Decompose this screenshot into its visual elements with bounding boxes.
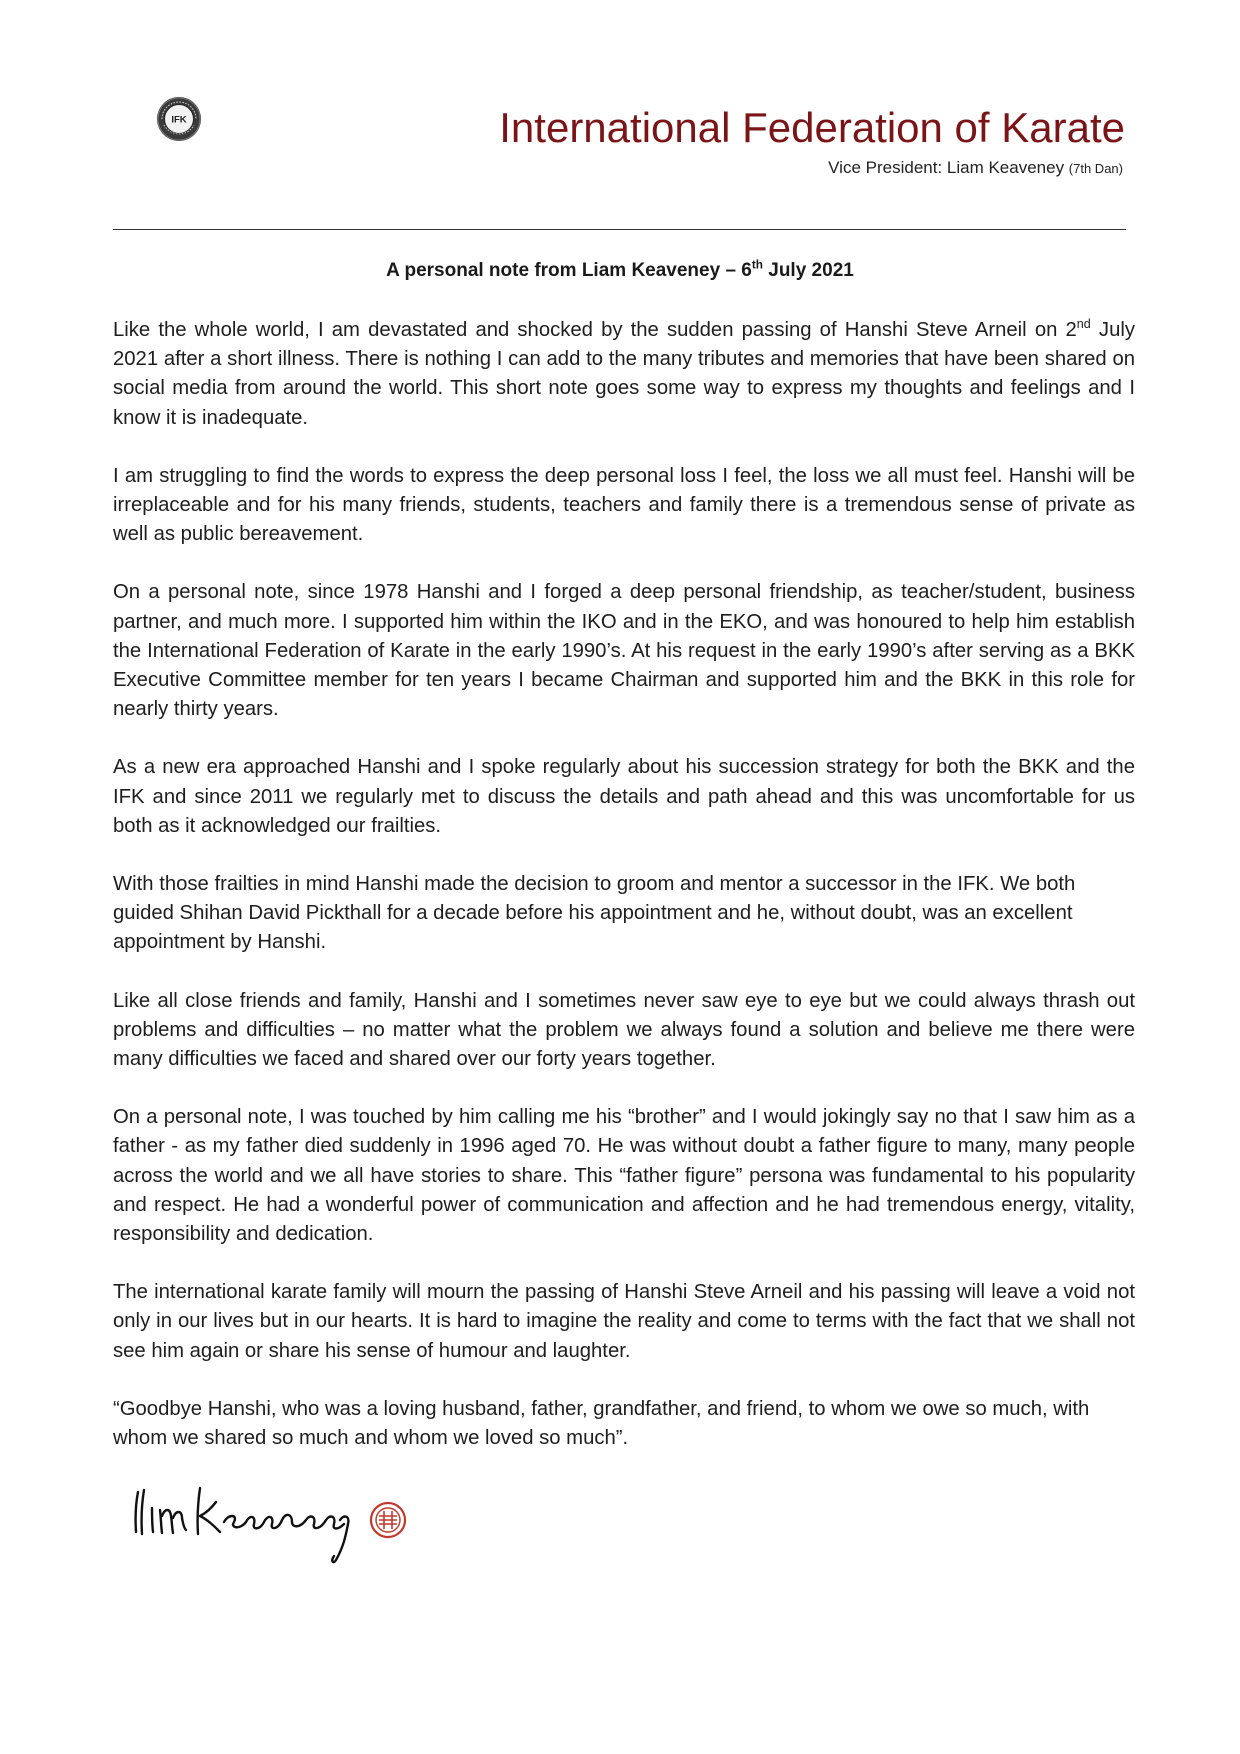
vice-president-line xyxy=(828,159,1123,176)
handwritten-signature xyxy=(130,1480,470,1570)
header-divider xyxy=(113,229,1126,230)
paragraph-9: “Goodbye Hanshi, who was a loving husband, father, grandfather, and friend, to whom we owe so much, with whom we shared so much and whom we loved so much”. xyxy=(113,1397,1090,1450)
note-title-text: A personal note from Liam Keaveney – 6 xyxy=(386,260,752,281)
paragraph-6: Like all close friends and family, Hanshi and I sometimes never saw eye to eye but we could always thrash out problems and difficulties – no matter what the problem we always found a solution and believe me there were many difficulties we faced and shared over our forty years together. xyxy=(113,989,1135,1071)
paragraph-1 xyxy=(113,316,1135,433)
paragraph-2: I am struggling to find the words to express the deep personal loss I feel, the loss we all must feel. Hanshi will be irreplaceable and for his many friends, students, teachers and family there is a tremendous sense of private as well as public bereavement. xyxy=(113,464,1135,546)
red-seal-icon xyxy=(371,1503,405,1537)
note-title xyxy=(0,260,1240,282)
paragraph-4: As a new era approached Hanshi and I spoke regularly about his succession strategy for both the BKK and the IFK and since 2011 we regularly met to discuss the details and path ahead and this was uncomfortable for us both as it acknowledged our frailties. xyxy=(113,756,1135,837)
ifk-logo-icon xyxy=(156,96,202,142)
paragraph-5: With those frailties in mind Hanshi made the decision to groom and mentor a successor in the IFK. We both guided Shihan David Pickthall for a decade before his appointment and he, without doubt, was an excellent appointment by Hanshi. xyxy=(113,873,1076,954)
note-title-ordinal: th xyxy=(751,258,763,272)
paragraph-3: On a personal note, since 1978 Hanshi and I forged a deep personal friendship, as teacher/student, business partner, and much more. I supported him within the IKO and in the EKO, and was honoured to help him establish the International Federation of Karate in the early 1990’s. At his request in the early 1990’s after serving as a BKK Executive Committee member for ten years I became Chairman and supported him and the BKK in this role for nearly thirty years. xyxy=(113,581,1135,721)
note-title-date: July 2021 xyxy=(762,260,854,281)
dan-grade: (7th Dan) xyxy=(1068,161,1123,176)
paragraph-7: On a personal note, I was touched by him calling me his “brother” and I would jokingly say no that I saw him as a father - as my father died suddenly in 1996 aged 70. He was without doubt a father figure to many, many people across the world and we all have stories to share. This “father figure” persona was fundamental to his popularity and respect. He had a wonderful power of communication and affection and he had tremendous energy, vitality, responsibility and dedication. xyxy=(113,1106,1135,1246)
organization-name: International Federation of Karate xyxy=(499,104,1125,151)
paragraph-8: The international karate family will mourn the passing of Hanshi Steve Arneil and his passing will leave a void not only in our lives but in our hearts. It is hard to imagine the reality and come to terms with the fact that we shall not see him again or share his sense of humour and laughter. xyxy=(113,1281,1135,1362)
vice-president-label: Vice President: Liam Keaveney xyxy=(828,158,1069,177)
paragraph-1-text: Like the whole world, I am devastated and shocked by the sudden passing of Hanshi Steve Arneil on 2 xyxy=(113,319,1077,341)
letter-body xyxy=(113,316,1135,1482)
paragraph-1-text-cont: July 2021 after a short illness. There is nothing I can add to the many tributes and memories that have been shared on social media from around the world. This short note goes some way to express my thoughts and feelings and I know it is inadequate. xyxy=(113,319,1135,429)
logo-text: IFK xyxy=(171,114,187,126)
paragraph-1-ordinal: nd xyxy=(1076,317,1091,332)
